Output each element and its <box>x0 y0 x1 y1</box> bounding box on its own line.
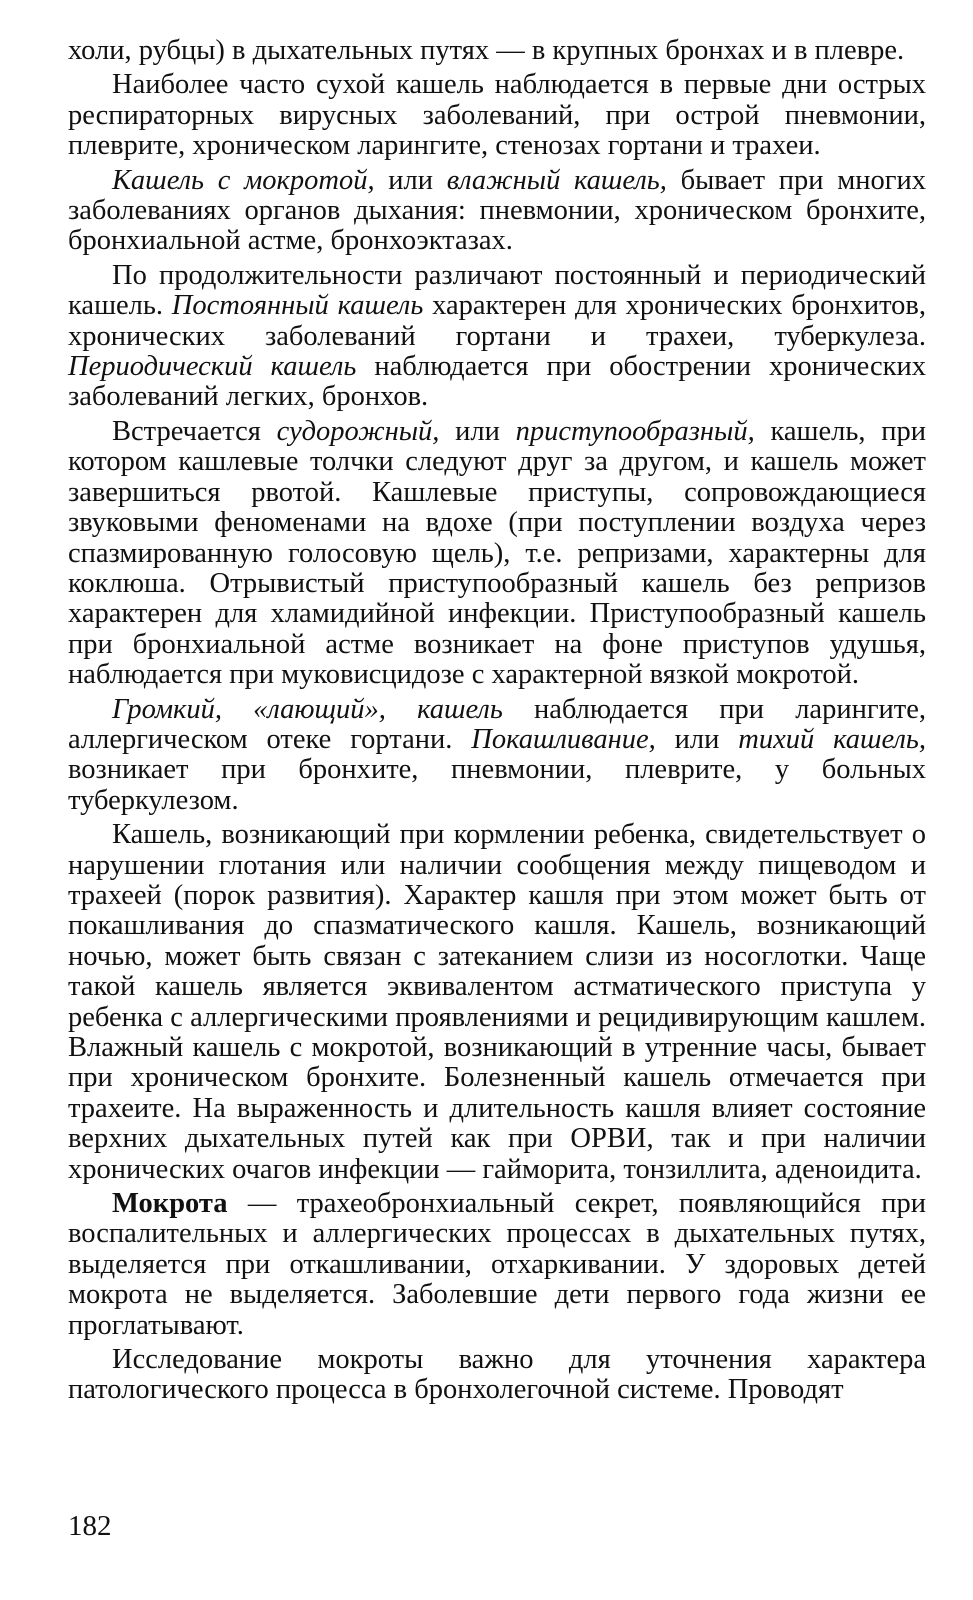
paragraph-8-text: — трахеобронхиальный секрет, появляющийся при воспалительных и аллергических процессах в дыхательных путях, выделяется при откашливании, отхаркивании. У здоровых детей мокрота не выделяется. Заболевшие дети первого года жизни ее проглатывают. <box>68 1188 926 1341</box>
paragraph-6 <box>68 695 926 817</box>
paragraph-1 <box>68 36 926 66</box>
paragraph-2 <box>68 70 926 161</box>
paragraph-7-text: Кашель, возникающий при кормлении ребенка, свидетельствует о нарушении глотания или наличии сообщения между пищеводом и трахеей (порок развития). Характер кашля при этом может быть от покашливания до спазматического кашля. Кашель, возникающий ночью, может быть связан с затеканием слизи из носоглотки. Чаще такой кашель является эквивалентом астматического приступа у ребенка с аллергическими проявлениями и рецидивирующим кашлем. Влажный кашель с мокротой, возникающий в утренние часы, бывает при хроническом бронхите. Болезненный кашель отмечается при трахеите. На выраженность и длительность кашля влияет состояние верхних дыхательных путей как при ОРВИ, так и при наличии хронических очагов инфекции — гайморита, тонзиллита, аденоидита. <box>68 819 926 1185</box>
paragraph-5-text-a: Встречается <box>112 415 277 447</box>
term-periodic-cough: Периодический кашель <box>68 351 357 383</box>
paragraph-5-text-c: кашель, при котором кашлевые толчки следуют друг за другом, и кашель может завершиться рвотой. Кашлевые приступы, сопровождающиеся звуковыми феноменами на вдохе (при поступлении воздуха через спазмированную голосовую щель), т.е. репризами, характерны для коклюша. Отрывистый приступообразный кашель без репризов характерен для хламидийной инфекции. Приступообразный кашель при бронхиальной астме возникает на фоне приступов удушья, наблюдается при муковисцидозе с характерной вязкой мокротой. <box>68 415 926 691</box>
paragraph-4-text-c: наблюдается при обострении хронических заболеваний легких, бронхов. <box>68 351 926 413</box>
paragraph-3-text-b: бывает при многих заболеваниях органов дыхания: пневмонии, хроническом бронхите, бронхиальной астме, бронхоэктазах. <box>68 164 926 257</box>
paragraph-4 <box>68 261 926 413</box>
paragraph-6-text-c: возникает при бронхите, пневмонии, плеврите, у больных туберкулезом. <box>68 754 926 816</box>
term-convulsive: судорожный, <box>276 415 440 447</box>
term-constant-cough: Постоянный кашель <box>171 290 424 322</box>
term-moist-cough: влажный кашель, <box>446 164 667 196</box>
document-page <box>68 36 926 1410</box>
paragraph-3 <box>68 166 926 257</box>
paragraph-4-text-a: По продолжительности различают постоянный и периодический кашель. <box>68 259 926 322</box>
paragraph-5-text-b: или <box>439 415 516 447</box>
paragraph-1-text: холи, рубцы) в дыхательных путях — в крупных бронхах и в плевре. <box>68 35 905 66</box>
paragraph-9-text: Исследование мокроты важно для уточнения характера патологического процесса в бронхолегочной системе. Проводят <box>68 1344 926 1406</box>
term-sputum: Мокрота <box>112 1188 228 1220</box>
paragraph-7 <box>68 820 926 1185</box>
paragraph-4-text-b: характерен для хронических бронхитов, хронических заболеваний гортани и трахеи, туберкулеза. <box>68 290 926 352</box>
page-number: 182 <box>68 1510 112 1542</box>
term-loud-barking-cough: Громкий, «лающий», кашель <box>112 693 503 725</box>
paragraph-6-text-b: или <box>655 723 739 755</box>
paragraph-8 <box>68 1189 926 1341</box>
term-wet-cough: Кашель с мокротой, <box>112 164 375 196</box>
paragraph-9 <box>68 1345 926 1406</box>
paragraph-6-text-a: наблюдается при ларингите, аллергическом отеке гортани. <box>68 693 926 755</box>
paragraph-5 <box>68 417 926 691</box>
term-coughing: Покашливание, <box>471 723 656 755</box>
paragraph-3-text-a: или <box>374 164 447 196</box>
term-quiet-cough: тихий кашель, <box>738 723 926 755</box>
term-paroxysmal: приступообразный, <box>515 415 755 447</box>
paragraph-2-text: Наиболее часто сухой кашель наблюдается в первые дни острых респираторных вирусных заболеваний, при острой пневмонии, плеврите, хроническом ларингите, стенозах гортани и трахеи. <box>68 69 926 162</box>
